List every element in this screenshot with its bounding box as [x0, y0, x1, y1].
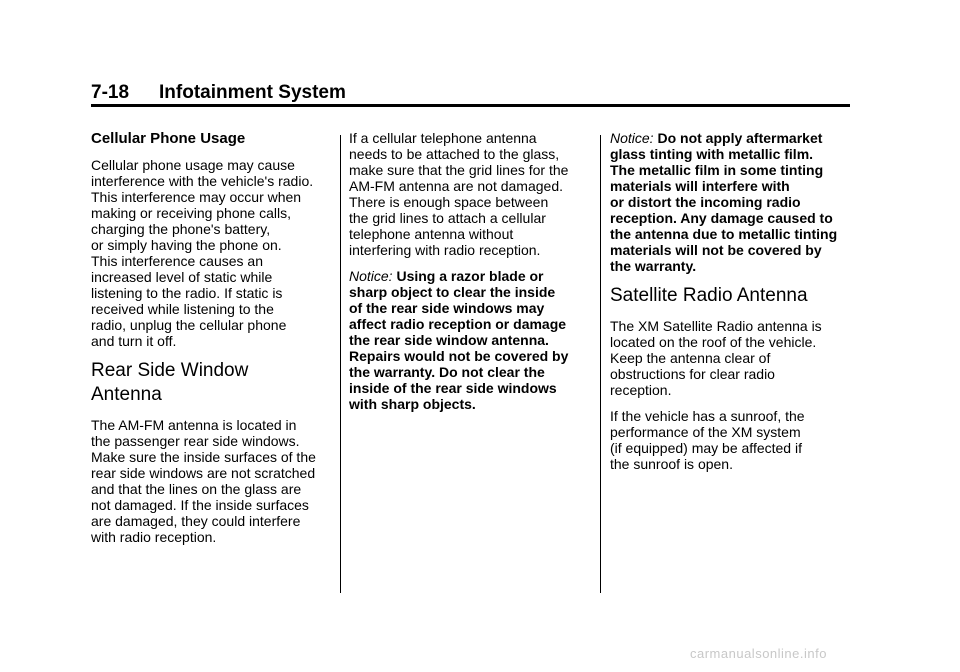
- rear-window-heading-line2: Antenna: [91, 384, 162, 405]
- satellite-heading: Satellite Radio Antenna: [610, 285, 808, 306]
- column-2: [349, 130, 589, 422]
- rear-window-heading-line1: Rear Side Window: [91, 360, 249, 381]
- notice-label: Notice:: [349, 268, 393, 284]
- cellular-heading: Cellular Phone Usage: [91, 130, 246, 147]
- column-divider-1: [340, 135, 341, 593]
- notice-text: Do not apply aftermarket glass tinting with metallic film. The metallic film in some tinting materials will interfere with or distort the incoming radio reception. Any damage caused to the antenna due to metallic tinting materials will not be covered by the warranty.: [610, 130, 838, 274]
- page-header: [91, 80, 850, 106]
- tinting-notice: [610, 130, 850, 274]
- razor-notice: [349, 268, 589, 412]
- satellite-paragraph-2: If the vehicle has a sunroof, the performance of the XM system (if equipped) may be affected if the sunroof is open.: [610, 408, 805, 472]
- rear-window-paragraph: The AM-FM antenna is located in the passenger rear side windows. Make sure the inside surfaces of the rear side windows are not scratched and that the lines on the glass are not damaged. If the inside surfaces are damaged, they could interfere with radio reception.: [91, 417, 316, 545]
- column-1: [91, 130, 331, 555]
- page-number: 7-18: [91, 82, 130, 103]
- rear-window-heading: [91, 359, 331, 407]
- notice-text: Using a razor blade or sharp object to clear the inside of the rear side windows may affect radio reception or damage the rear side window antenna. Repairs would not be covered by the warranty. Do not clear the inside of the rear side windows with sharp objects.: [349, 268, 569, 412]
- header-rule: [91, 104, 850, 107]
- cellular-antenna-paragraph: If a cellular telephone antenna needs to be attached to the glass, make sure that the grid lines for the AM-FM antenna are not damaged. There is enough space between the grid lines to attach a cellular telephone antenna without interfering with radio reception.: [349, 130, 569, 258]
- notice-label: Notice:: [610, 130, 654, 146]
- chapter-title: Infotainment System: [159, 82, 346, 103]
- column-3: [610, 130, 850, 482]
- column-divider-2: [600, 135, 601, 593]
- cellular-paragraph: Cellular phone usage may cause interference with the vehicle's radio. This interference may occur when making or receiving phone calls, charging the phone's battery, or simply having the phone on. This interference causes an increased level of static while listening to the radio. If static is received while listening to the radio, unplug the cellular phone and turn it off.: [91, 157, 314, 349]
- watermark: carmanualsonline.info: [690, 646, 827, 661]
- satellite-paragraph-1: The XM Satellite Radio antenna is located on the roof of the vehicle. Keep the antenna clear of obstructions for clear radio reception.: [610, 318, 822, 398]
